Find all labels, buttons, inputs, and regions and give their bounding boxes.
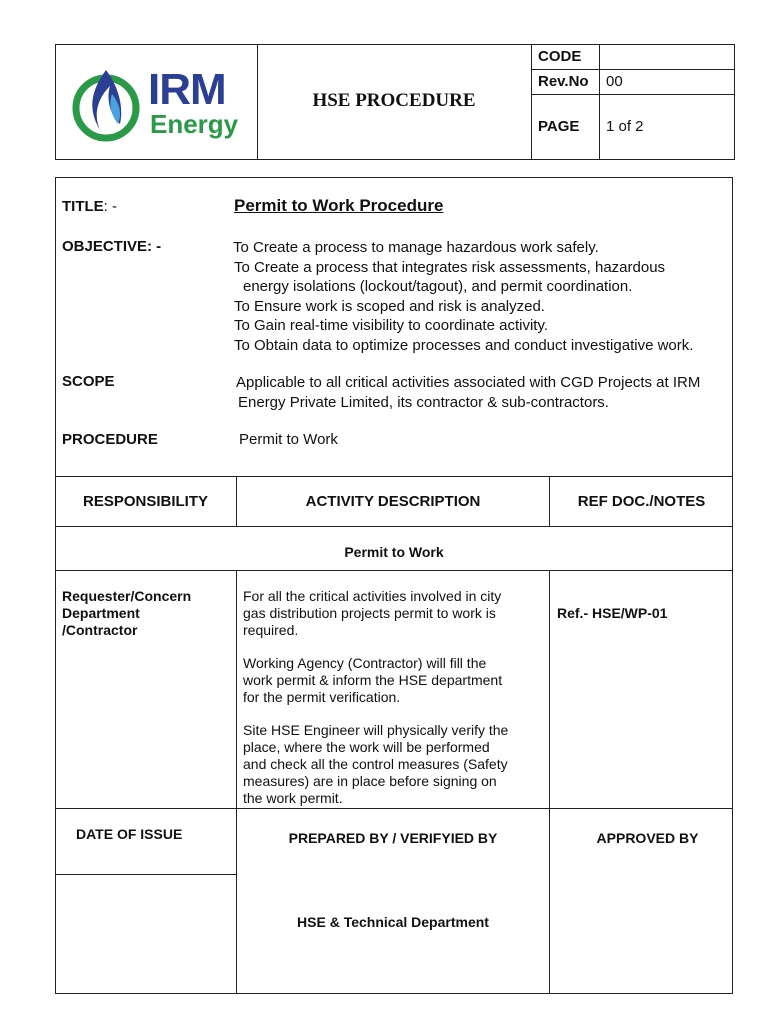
- approved-by-label: APPROVED BY: [596, 830, 699, 846]
- company-logo: [66, 64, 256, 144]
- activity-paragraph: [243, 655, 547, 706]
- activity-line: for the permit verification.: [243, 689, 401, 705]
- activity-paragraph: [243, 722, 547, 807]
- ref-cell: Ref.- HSE/WP-01: [557, 605, 668, 621]
- activity-paragraph: [243, 588, 547, 639]
- objective-line: To Ensure work is scoped and risk is analyzed.: [234, 297, 545, 315]
- title-label-suffix: : -: [103, 198, 118, 215]
- flame-icon: [66, 64, 146, 144]
- activity-line: work permit & inform the HSE department: [243, 672, 503, 688]
- activity-line: gas distribution projects permit to work is: [243, 605, 496, 621]
- scope-line: Energy Private Limited, its contractor & sub-contractors.: [238, 393, 609, 411]
- objective-line: energy isolations (lockout/tagout), and permit coordination.: [243, 278, 633, 295]
- column-header-ref: REF DOC./NOTES: [577, 493, 706, 510]
- activity-line: the work permit.: [243, 790, 343, 806]
- column-header-activity: ACTIVITY DESCRIPTION: [305, 493, 481, 510]
- document-title: HSE PROCEDURE: [312, 90, 476, 111]
- responsibility-line: Department: [62, 605, 140, 621]
- title-label: [62, 198, 117, 215]
- date-of-issue-label: DATE OF ISSUE: [76, 826, 183, 842]
- objective-line: To Create a process to manage hazardous work safely.: [233, 239, 599, 256]
- column-header-responsibility: RESPONSIBILITY: [82, 493, 209, 510]
- responsibility-line: /Contractor: [62, 622, 138, 638]
- activity-cell: [243, 588, 547, 807]
- procedure-value: Permit to Work: [239, 431, 338, 448]
- objective-list: [233, 238, 728, 355]
- activity-line: For all the critical activities involved in city: [243, 588, 502, 604]
- page-label: PAGE: [538, 118, 580, 135]
- code-label: CODE: [538, 48, 582, 65]
- objective-line: To Create a process that integrates risk assessments, hazardous: [234, 258, 666, 276]
- activity-line: place, where the work will be performed: [243, 739, 490, 755]
- title-label-text: TITLE: [62, 198, 104, 215]
- activity-line: measures) are in place before signing on: [243, 773, 497, 789]
- prepared-by-label: PREPARED BY / VERIFYIED BY: [288, 830, 498, 846]
- scope-text: [236, 373, 731, 412]
- department-value: HSE & Technical Department: [297, 914, 489, 930]
- responsibility-line: Requester/Concern: [62, 588, 192, 604]
- activity-line: Site HSE Engineer will physically verify the: [243, 722, 509, 738]
- procedure-label: PROCEDURE: [62, 431, 158, 448]
- rev-value: 00: [606, 73, 623, 90]
- page-value: 1 of 2: [606, 118, 644, 135]
- objective-label: OBJECTIVE: -: [62, 238, 162, 255]
- scope-line: Applicable to all critical activities associated with CGD Projects at IRM: [236, 374, 701, 391]
- objective-line: To Obtain data to optimize processes and conduct investigative work.: [234, 336, 694, 354]
- scope-label: SCOPE: [62, 373, 115, 390]
- logo-text-sub: Energy: [150, 109, 239, 139]
- objective-line: To Gain real-time visibility to coordinate activity.: [234, 317, 549, 334]
- logo-text-main: IRM: [148, 65, 226, 114]
- document-heading: Permit to Work Procedure: [234, 196, 444, 215]
- activity-line: Working Agency (Contractor) will fill the: [243, 655, 487, 671]
- rev-label: Rev.No: [538, 73, 589, 90]
- activity-line: and check all the control measures (Safety: [243, 756, 508, 772]
- responsibility-cell: [62, 588, 232, 639]
- section-title: Permit to Work: [344, 544, 444, 560]
- activity-line: required.: [243, 622, 299, 638]
